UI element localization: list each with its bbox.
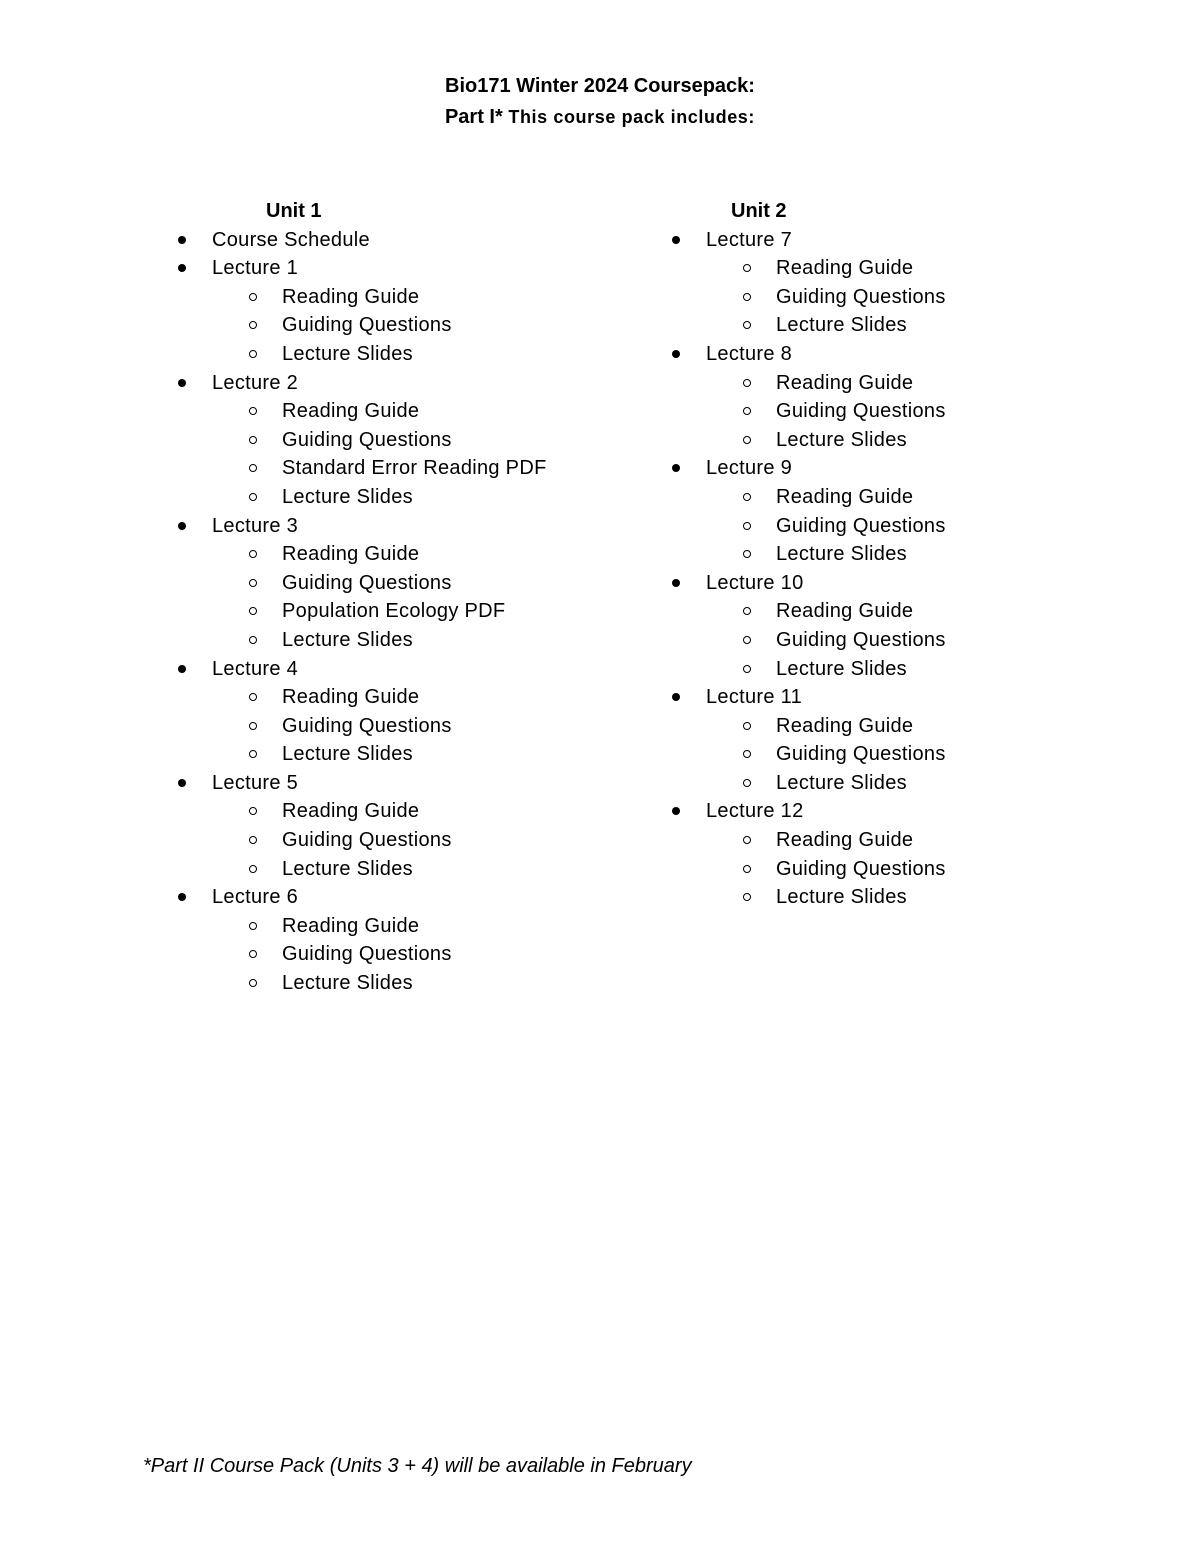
material-item-label: Reading Guide [282,400,420,423]
hollow-bullet-icon [249,979,257,987]
material-item [494,771,954,800]
material-item-label: Lecture Slides [282,857,413,880]
lecture-item-label: Lecture 6 [212,886,299,909]
material-item [0,571,460,600]
material-item-label: Lecture Slides [282,342,413,365]
material-item-label: Reading Guide [282,914,420,937]
lecture-item [0,228,460,257]
material-item-label: Lecture Slides [282,972,413,995]
document-title: Bio171 Winter 2024 Coursepack: [445,75,755,97]
hollow-bullet-icon [743,321,751,329]
filled-bullet-icon [672,464,680,472]
material-item [494,657,954,686]
material-item [494,885,954,914]
hollow-bullet-icon [249,350,257,358]
lecture-item [0,885,460,914]
material-item-label: Guiding Questions [776,285,946,308]
filled-bullet-icon [672,350,680,358]
hollow-bullet-icon [743,893,751,901]
lecture-item [494,571,954,600]
lecture-item [494,685,954,714]
lecture-item [0,657,460,686]
material-item [0,742,460,771]
hollow-bullet-icon [249,293,257,301]
hollow-bullet-icon [249,750,257,758]
hollow-bullet-icon [249,865,257,873]
unit-1-list [0,228,547,1000]
material-item [494,485,954,514]
material-item [494,857,954,886]
hollow-bullet-icon [743,522,751,530]
hollow-bullet-icon [743,550,751,558]
hollow-bullet-icon [743,665,751,673]
unit-heading: Unit 1 [266,200,322,222]
part-label: Part I* [444,106,503,128]
lecture-item-label: Lecture 4 [212,657,299,680]
hollow-bullet-icon [743,836,751,844]
material-item-label: Guiding Questions [282,943,452,966]
filled-bullet-icon [178,893,186,901]
material-item [494,285,954,314]
lecture-item-label: Lecture 5 [212,771,299,794]
material-item-label: Lecture Slides [776,543,907,566]
material-item-label: Reading Guide [776,600,914,623]
hollow-bullet-icon [743,493,751,501]
filled-bullet-icon [178,379,186,387]
hollow-bullet-icon [249,464,257,472]
material-item-label: Lecture Slides [282,485,413,508]
material-item [494,428,954,457]
lecture-item-label: Lecture 9 [706,457,793,480]
material-item [0,628,460,657]
material-item [494,371,954,400]
lecture-item-label: Lecture 8 [706,342,793,365]
filled-bullet-icon [178,779,186,787]
material-item-label: Guiding Questions [282,428,452,451]
material-item [0,714,460,743]
material-item-label: Guiding Questions [282,571,452,594]
lecture-item [0,371,460,400]
material-item-label: Guiding Questions [776,857,946,880]
material-item [0,399,460,428]
material-item [494,313,954,342]
lecture-item-label: Lecture 3 [212,514,299,537]
filled-bullet-icon [672,236,680,244]
filled-bullet-icon [178,236,186,244]
material-item [0,485,460,514]
hollow-bullet-icon [249,407,257,415]
lecture-item [0,256,460,285]
material-item-label: Lecture Slides [282,628,413,651]
material-item [0,342,460,371]
hollow-bullet-icon [249,321,257,329]
material-item [0,914,460,943]
material-item-label: Reading Guide [282,800,420,823]
hollow-bullet-icon [743,379,751,387]
lecture-item-label: Course Schedule [212,228,370,251]
hollow-bullet-icon [743,636,751,644]
material-item-label: Reading Guide [776,714,914,737]
material-item-label: Lecture Slides [282,743,413,766]
material-item-label: Reading Guide [776,829,914,852]
material-item-label: Reading Guide [282,686,420,709]
material-item-label: Reading Guide [776,257,914,280]
lecture-item-label: Lecture 10 [706,571,804,594]
lecture-item [494,342,954,371]
hollow-bullet-icon [249,836,257,844]
lecture-item-label: Lecture 2 [212,371,299,394]
material-item-label: Guiding Questions [282,829,452,852]
hollow-bullet-icon [249,607,257,615]
filled-bullet-icon [672,579,680,587]
hollow-bullet-icon [249,436,257,444]
hollow-bullet-icon [743,722,751,730]
material-item [0,599,506,628]
lecture-item [494,799,954,828]
material-item-label: Lecture Slides [776,314,907,337]
lecture-item-label: Lecture 11 [706,686,803,709]
hollow-bullet-icon [249,950,257,958]
material-item-label: Guiding Questions [776,514,946,537]
unit-heading: Unit 2 [731,200,787,222]
filled-bullet-icon [178,522,186,530]
material-item-label: Reading Guide [776,371,914,394]
lecture-item-label: Lecture 12 [706,800,804,823]
footnote: *Part II Course Pack (Units 3 + 4) will be available in February [143,1455,692,1477]
material-item [0,857,460,886]
material-item [0,542,460,571]
material-item [494,542,954,571]
lecture-item [494,228,954,257]
material-item [494,399,954,428]
filled-bullet-icon [672,693,680,701]
filled-bullet-icon [178,264,186,272]
material-item [0,313,460,342]
material-item-label: Guiding Questions [776,743,946,766]
material-item [494,628,954,657]
material-item-label: Lecture Slides [776,886,907,909]
hollow-bullet-icon [249,579,257,587]
lecture-item [494,456,954,485]
material-item-label: Lecture Slides [776,657,907,680]
material-item [0,285,460,314]
material-item [0,971,460,1000]
hollow-bullet-icon [743,779,751,787]
document-subtitle [0,105,1200,129]
material-item-label: Lecture Slides [776,771,907,794]
hollow-bullet-icon [249,693,257,701]
material-item [494,714,954,743]
hollow-bullet-icon [249,922,257,930]
unit-2-list [494,228,954,914]
hollow-bullet-icon [249,722,257,730]
hollow-bullet-icon [743,264,751,272]
material-item [0,828,460,857]
material-item-label: Guiding Questions [282,314,452,337]
hollow-bullet-icon [249,550,257,558]
lecture-item [0,514,460,543]
material-item-label: Guiding Questions [282,714,452,737]
hollow-bullet-icon [249,807,257,815]
hollow-bullet-icon [249,636,257,644]
lecture-item-label: Lecture 1 [212,257,299,280]
hollow-bullet-icon [743,407,751,415]
material-item-label: Reading Guide [282,285,420,308]
material-item-label: Reading Guide [776,485,914,508]
lecture-item [0,771,460,800]
filled-bullet-icon [178,665,186,673]
material-item-label: Guiding Questions [776,400,946,423]
hollow-bullet-icon [743,607,751,615]
material-item [0,428,460,457]
material-item [0,799,460,828]
lecture-item-label: Lecture 7 [706,228,793,251]
material-item-label: Guiding Questions [776,628,946,651]
material-item [494,599,954,628]
material-item [0,456,547,485]
filled-bullet-icon [672,807,680,815]
material-item [0,942,460,971]
material-item [494,828,954,857]
material-item-label: Population Ecology PDF [282,600,506,623]
material-item [494,256,954,285]
material-item-label: Lecture Slides [776,428,907,451]
material-item [494,742,954,771]
hollow-bullet-icon [743,293,751,301]
material-item [0,685,460,714]
material-item-label: Reading Guide [282,543,420,566]
hollow-bullet-icon [743,750,751,758]
includes-label: This course pack includes: [508,107,756,127]
hollow-bullet-icon [743,436,751,444]
hollow-bullet-icon [249,493,257,501]
hollow-bullet-icon [743,865,751,873]
material-item [494,514,954,543]
material-item-label: Standard Error Reading PDF [282,457,547,480]
